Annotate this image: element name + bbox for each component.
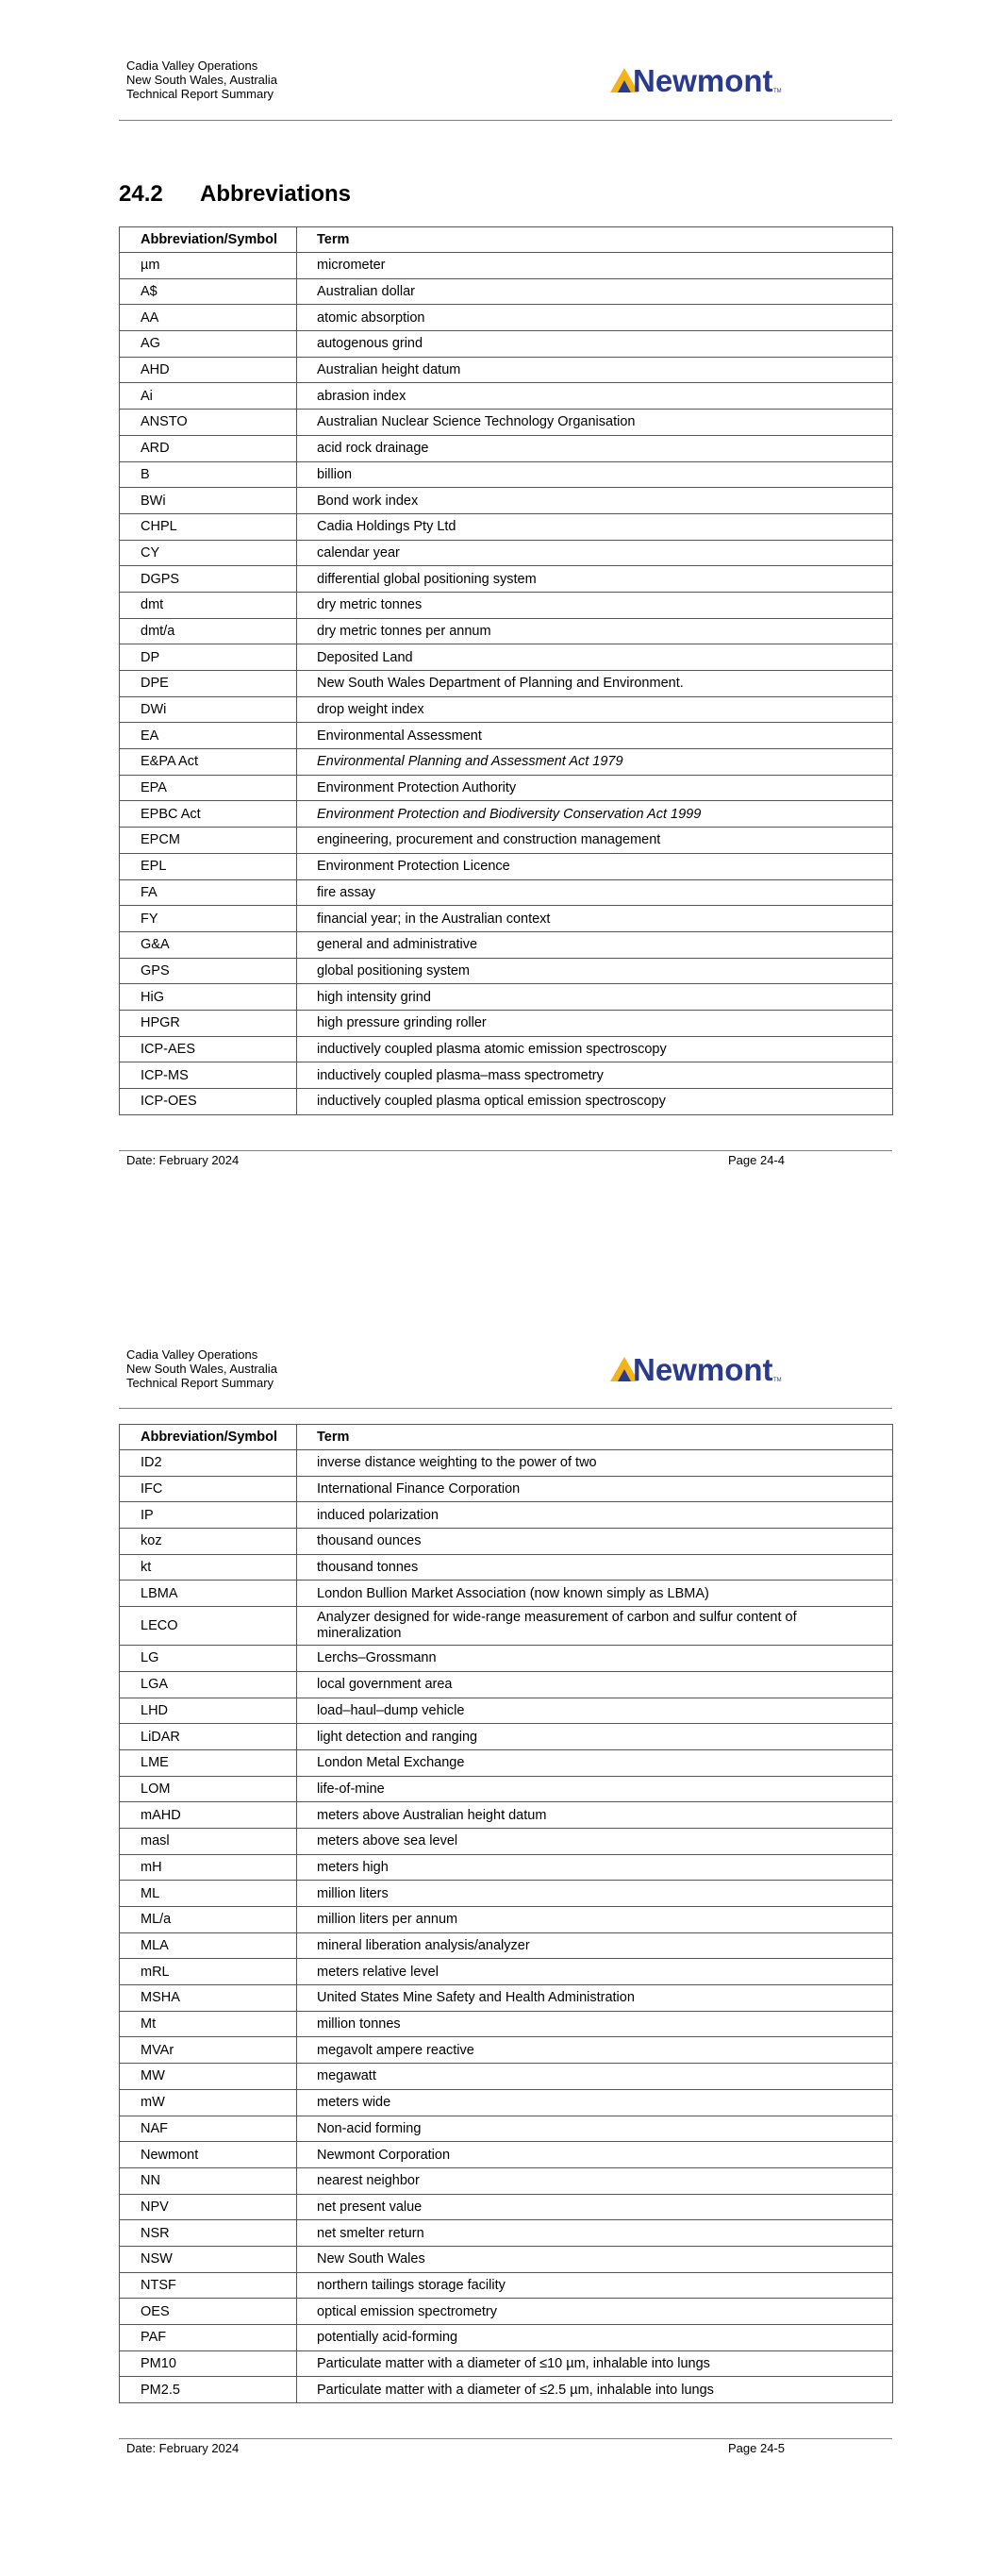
term-cell: net present value [297, 2194, 893, 2220]
term-cell: International Finance Corporation [297, 1476, 893, 1502]
table-row [120, 1476, 893, 1502]
footer-date: Date: February 2024 [126, 1153, 240, 1167]
term-cell: Lerchs–Grossmann [297, 1646, 893, 1672]
abbreviation-cell: NTSF [120, 2272, 297, 2299]
header-rule [119, 120, 892, 121]
abbreviation-cell: mAHD [120, 1802, 297, 1829]
term-cell: Particulate matter with a diameter of ≤2.5 µm, inhalable into lungs [297, 2377, 893, 2403]
term-cell: New South Wales [297, 2246, 893, 2272]
footer-page-number: Page 24-4 [728, 1153, 785, 1167]
term-cell: thousand tonnes [297, 1554, 893, 1581]
term-cell: Deposited Land [297, 644, 893, 671]
term-cell: dry metric tonnes [297, 592, 893, 618]
abbreviation-cell: FY [120, 906, 297, 932]
abbreviation-cell: G&A [120, 931, 297, 958]
table-row [120, 435, 893, 461]
section-heading [119, 181, 351, 208]
abbreviation-cell: LGA [120, 1671, 297, 1698]
section-title: Abbreviations [200, 181, 352, 207]
abbreviation-cell: dmt [120, 592, 297, 618]
table-row [120, 253, 893, 279]
term-cell: local government area [297, 1671, 893, 1698]
running-header [126, 1347, 277, 1390]
term-cell: light detection and ranging [297, 1724, 893, 1750]
term-cell: billion [297, 461, 893, 488]
abbreviation-cell: IP [120, 1502, 297, 1529]
term-cell: financial year; in the Australian context [297, 906, 893, 932]
table-row [120, 278, 893, 305]
report-page-24-5 [0, 1288, 995, 2576]
term-cell: optical emission spectrometry [297, 2299, 893, 2325]
header-report-type: Technical Report Summary [126, 87, 274, 101]
abbreviation-cell: FA [120, 879, 297, 906]
abbreviation-cell: MW [120, 2064, 297, 2090]
table-row [120, 775, 893, 801]
table-row [120, 1932, 893, 1959]
abbreviation-cell: PAF [120, 2325, 297, 2351]
term-cell: global positioning system [297, 958, 893, 984]
table-row [120, 1062, 893, 1089]
abbreviation-cell: mW [120, 2089, 297, 2116]
table-row [120, 1554, 893, 1581]
abbreviations-table [119, 226, 893, 1115]
term-cell: Australian Nuclear Science Technology Organisation [297, 410, 893, 436]
column-header-symbol: Abbreviation/Symbol [120, 227, 297, 253]
table-row [120, 1854, 893, 1881]
table-row [120, 410, 893, 436]
table-row [120, 879, 893, 906]
term-cell: Analyzer designed for wide-range measurement of carbon and sulfur content of mineralization [297, 1607, 893, 1646]
footer-page-number: Page 24-5 [728, 2441, 785, 2455]
term-cell: acid rock drainage [297, 435, 893, 461]
table-row [120, 1089, 893, 1115]
abbreviation-cell: DWi [120, 696, 297, 723]
term-cell: megavolt ampere reactive [297, 2037, 893, 2064]
term-cell: Newmont Corporation [297, 2142, 893, 2168]
term-cell: London Bullion Market Association (now known simply as LBMA) [297, 1581, 893, 1607]
table-row [120, 592, 893, 618]
table-row [120, 853, 893, 879]
table-row [120, 984, 893, 1011]
abbreviation-cell: NN [120, 2167, 297, 2194]
header-location: New South Wales, Australia [126, 1362, 277, 1376]
table-row [120, 1036, 893, 1062]
abbreviations-table [119, 1424, 893, 2403]
term-cell: Environmental Assessment [297, 723, 893, 749]
term-cell: load–haul–dump vehicle [297, 1698, 893, 1724]
abbreviation-cell: ML [120, 1881, 297, 1907]
header-project: Cadia Valley Operations [126, 59, 258, 73]
abbreviation-cell: ARD [120, 435, 297, 461]
table-row [120, 828, 893, 854]
abbreviation-cell: Mt [120, 2011, 297, 2037]
table-row [120, 644, 893, 671]
abbreviation-cell: LBMA [120, 1581, 297, 1607]
term-cell: life-of-mine [297, 1776, 893, 1802]
table-row [120, 723, 893, 749]
abbreviation-cell: EPA [120, 775, 297, 801]
term-cell: dry metric tonnes per annum [297, 618, 893, 644]
abbreviation-cell: AG [120, 331, 297, 358]
table-row [120, 2064, 893, 2090]
table-row [120, 1671, 893, 1698]
table-row [120, 2167, 893, 2194]
abbreviation-cell: ANSTO [120, 410, 297, 436]
abbreviation-cell: E&PA Act [120, 749, 297, 776]
term-cell: meters above Australian height datum [297, 1802, 893, 1829]
table-row [120, 540, 893, 566]
abbreviation-cell: dmt/a [120, 618, 297, 644]
abbreviation-cell: ID2 [120, 1450, 297, 1477]
abbreviation-cell: ICP-OES [120, 1089, 297, 1115]
header-rule [119, 1408, 892, 1409]
abbreviation-cell: NSW [120, 2246, 297, 2272]
table-row [120, 2089, 893, 2116]
term-cell: meters wide [297, 2089, 893, 2116]
table-row [120, 749, 893, 776]
table-row [120, 958, 893, 984]
term-cell: Environment Protection Authority [297, 775, 893, 801]
term-cell: megawatt [297, 2064, 893, 2090]
section-number: 24.2 [119, 181, 163, 207]
table-row [120, 357, 893, 383]
table-row [120, 305, 893, 331]
column-header-term: Term [297, 227, 893, 253]
svg-text:Newmont: Newmont [633, 64, 773, 96]
footer-rule [119, 2438, 892, 2439]
abbreviation-cell: Ai [120, 383, 297, 410]
table-row [120, 1881, 893, 1907]
table-row [120, 1502, 893, 1529]
column-header-symbol: Abbreviation/Symbol [120, 1425, 297, 1450]
abbreviation-cell: HPGR [120, 1010, 297, 1036]
table-row [120, 2325, 893, 2351]
term-cell: induced polarization [297, 1502, 893, 1529]
table-row [120, 2011, 893, 2037]
term-cell: high pressure grinding roller [297, 1010, 893, 1036]
abbreviation-cell: LHD [120, 1698, 297, 1724]
table-row [120, 1749, 893, 1776]
term-cell: London Metal Exchange [297, 1749, 893, 1776]
term-cell: Environment Protection Licence [297, 853, 893, 879]
table-row [120, 2037, 893, 2064]
newmont-logo [608, 1353, 788, 1385]
term-cell: nearest neighbor [297, 2167, 893, 2194]
abbreviation-cell: CHPL [120, 513, 297, 540]
table-row [120, 331, 893, 358]
table-row [120, 1802, 893, 1829]
abbreviation-cell: A$ [120, 278, 297, 305]
table-row [120, 1646, 893, 1672]
term-cell: potentially acid-forming [297, 2325, 893, 2351]
header-location: New South Wales, Australia [126, 73, 277, 87]
abbreviation-cell: IFC [120, 1476, 297, 1502]
term-cell: net smelter return [297, 2220, 893, 2247]
abbreviation-cell: ICP-MS [120, 1062, 297, 1089]
term-cell: New South Wales Department of Planning and Environment. [297, 671, 893, 697]
header-report-type: Technical Report Summary [126, 1376, 274, 1390]
term-cell: Australian height datum [297, 357, 893, 383]
abbreviation-cell: MLA [120, 1932, 297, 1959]
term-cell: thousand ounces [297, 1529, 893, 1555]
term-cell: differential global positioning system [297, 566, 893, 593]
abbreviation-cell: MSHA [120, 1985, 297, 2012]
abbreviation-cell: LiDAR [120, 1724, 297, 1750]
abbreviation-cell: DGPS [120, 566, 297, 593]
abbreviation-cell: LG [120, 1646, 297, 1672]
table-row [120, 2246, 893, 2272]
table-row [120, 931, 893, 958]
term-cell: calendar year [297, 540, 893, 566]
abbreviation-cell: EPCM [120, 828, 297, 854]
table-row [120, 488, 893, 514]
abbreviation-cell: Newmont [120, 2142, 297, 2168]
term-cell: meters above sea level [297, 1828, 893, 1854]
term-cell: meters relative level [297, 1959, 893, 1985]
table-row [120, 513, 893, 540]
term-cell: northern tailings storage facility [297, 2272, 893, 2299]
table-row [120, 461, 893, 488]
abbreviation-cell: PM2.5 [120, 2377, 297, 2403]
abbreviation-cell: AHD [120, 357, 297, 383]
footer-date: Date: February 2024 [126, 2441, 240, 2455]
table-row [120, 383, 893, 410]
abbreviation-cell: masl [120, 1828, 297, 1854]
footer-rule [119, 1150, 892, 1151]
term-cell: inverse distance weighting to the power of two [297, 1450, 893, 1477]
term-cell: Non-acid forming [297, 2116, 893, 2142]
term-cell: meters high [297, 1854, 893, 1881]
abbreviation-cell: EPBC Act [120, 801, 297, 828]
abbreviation-cell: LECO [120, 1607, 297, 1646]
abbreviation-cell: kt [120, 1554, 297, 1581]
table-row [120, 2116, 893, 2142]
abbreviation-cell: EA [120, 723, 297, 749]
abbreviation-cell: GPS [120, 958, 297, 984]
abbreviation-cell: ML/a [120, 1907, 297, 1933]
table-row [120, 2377, 893, 2403]
term-cell: inductively coupled plasma–mass spectrometry [297, 1062, 893, 1089]
table-row [120, 2350, 893, 2377]
term-cell: million liters [297, 1881, 893, 1907]
table-row [120, 1724, 893, 1750]
svg-text:Newmont: Newmont [633, 1353, 773, 1385]
abbreviation-cell: mH [120, 1854, 297, 1881]
table-row [120, 906, 893, 932]
term-cell: engineering, procurement and construction management [297, 828, 893, 854]
term-cell: million tonnes [297, 2011, 893, 2037]
table-row [120, 1581, 893, 1607]
abbreviation-cell: NPV [120, 2194, 297, 2220]
table-row [120, 618, 893, 644]
table-row [120, 2272, 893, 2299]
abbreviation-cell: µm [120, 253, 297, 279]
term-cell: United States Mine Safety and Health Administration [297, 1985, 893, 2012]
abbreviation-cell: EPL [120, 853, 297, 879]
abbreviation-cell: NAF [120, 2116, 297, 2142]
table-row [120, 801, 893, 828]
newmont-logo [608, 64, 788, 96]
term-cell: million liters per annum [297, 1907, 893, 1933]
term-cell: Bond work index [297, 488, 893, 514]
table-row [120, 696, 893, 723]
table-row [120, 1959, 893, 1985]
term-cell: Australian dollar [297, 278, 893, 305]
table-row [120, 2299, 893, 2325]
abbreviation-cell: BWi [120, 488, 297, 514]
term-cell: mineral liberation analysis/analyzer [297, 1932, 893, 1959]
term-cell: micrometer [297, 253, 893, 279]
term-cell: inductively coupled plasma atomic emission spectroscopy [297, 1036, 893, 1062]
table-row [120, 2142, 893, 2168]
table-row [120, 2220, 893, 2247]
term-cell: fire assay [297, 879, 893, 906]
table-row [120, 1450, 893, 1477]
term-cell: drop weight index [297, 696, 893, 723]
abbreviation-cell: HiG [120, 984, 297, 1011]
header-project: Cadia Valley Operations [126, 1347, 258, 1362]
table-header-row [120, 1425, 893, 1450]
svg-text:TM: TM [773, 1378, 782, 1383]
abbreviation-cell: DP [120, 644, 297, 671]
term-cell: Particulate matter with a diameter of ≤10 µm, inhalable into lungs [297, 2350, 893, 2377]
abbreviation-cell: LME [120, 1749, 297, 1776]
table-row [120, 1607, 893, 1646]
table-row [120, 1907, 893, 1933]
term-cell: atomic absorption [297, 305, 893, 331]
abbreviation-cell: B [120, 461, 297, 488]
table-row [120, 1529, 893, 1555]
abbreviation-cell: AA [120, 305, 297, 331]
abbreviation-cell: ICP-AES [120, 1036, 297, 1062]
table-row [120, 566, 893, 593]
abbreviation-cell: NSR [120, 2220, 297, 2247]
abbreviation-cell: MVAr [120, 2037, 297, 2064]
column-header-term: Term [297, 1425, 893, 1450]
table-row [120, 2194, 893, 2220]
abbreviation-cell: koz [120, 1529, 297, 1555]
term-cell: high intensity grind [297, 984, 893, 1011]
abbreviation-cell: LOM [120, 1776, 297, 1802]
table-row [120, 1010, 893, 1036]
term-cell: abrasion index [297, 383, 893, 410]
abbreviation-cell: mRL [120, 1959, 297, 1985]
term-cell: Environment Protection and Biodiversity Conservation Act 1999 [297, 801, 893, 828]
abbreviation-cell: CY [120, 540, 297, 566]
term-cell: inductively coupled plasma optical emission spectroscopy [297, 1089, 893, 1115]
table-row [120, 1698, 893, 1724]
term-cell: autogenous grind [297, 331, 893, 358]
table-row [120, 1985, 893, 2012]
table-row [120, 1776, 893, 1802]
running-header [126, 59, 277, 101]
table-header-row [120, 227, 893, 253]
term-cell: Cadia Holdings Pty Ltd [297, 513, 893, 540]
term-cell: Environmental Planning and Assessment Act 1979 [297, 749, 893, 776]
abbreviation-cell: PM10 [120, 2350, 297, 2377]
abbreviation-cell: DPE [120, 671, 297, 697]
term-cell: general and administrative [297, 931, 893, 958]
table-row [120, 671, 893, 697]
abbreviation-cell: OES [120, 2299, 297, 2325]
svg-text:TM: TM [773, 89, 782, 94]
table-row [120, 1828, 893, 1854]
